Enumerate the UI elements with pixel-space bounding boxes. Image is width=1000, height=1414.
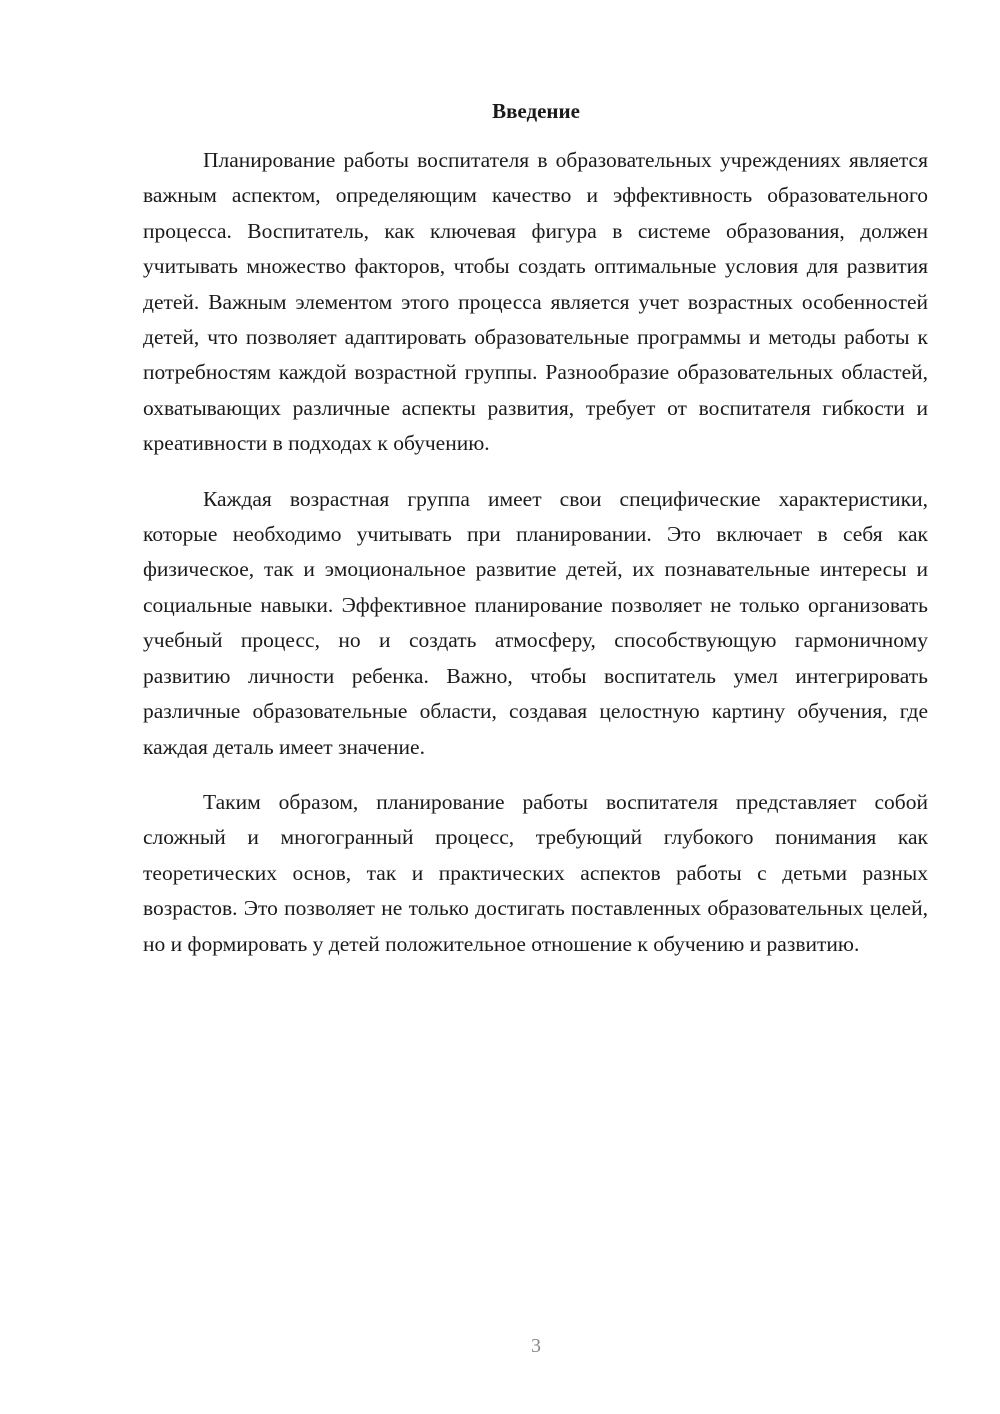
paragraph-3: Таким образом, планирование работы воспитателя представляет собой сложный и многогранный процесс, требующий глубокого понимания как теоретических основ, так и практических аспектов работы с детьми разных возрастов. Это позволяет не только достигать поставленных образовательных целей, но и формировать у детей положительное отношение к обучению и развитию. xyxy=(143,789,928,956)
paragraph-2: Каждая возрастная группа имеет свои специфические характеристики, которые необходимо учитывать при планировании. Это включает в себя как физическое, так и эмоциональное развитие детей, их познавательные интересы и социальные навыки. Эффективное планирование позволяет не только организовать учебный процесс, но и создать атмосферу, способствующую гармоничному развитию личности ребенка. Важно, чтобы воспитатель умел интегрировать различные образовательные области, создавая целостную картину обучения, где каждая деталь имеет значение. xyxy=(143,486,928,759)
page-number: 3 xyxy=(531,1335,541,1357)
page-title: Введение xyxy=(492,99,580,123)
document-body xyxy=(143,143,928,982)
paragraph-1: Планирование работы воспитателя в образовательных учреждениях является важным аспектом, определяющим качество и эффективность образовательного процесса. Воспитатель, как ключевая фигура в системе образования, должен учитывать множество факторов, чтобы создать оптимальные условия для развития детей. Важным элементом этого процесса является учет возрастных особенностей детей, что позволяет адаптировать образовательные программы и методы работы к потребностям каждой возрастной группы. Разнообразие образовательных областей, охватывающих различные аспекты развития, требует от воспитателя гибкости и креативности в подходах к обучению. xyxy=(143,148,928,456)
